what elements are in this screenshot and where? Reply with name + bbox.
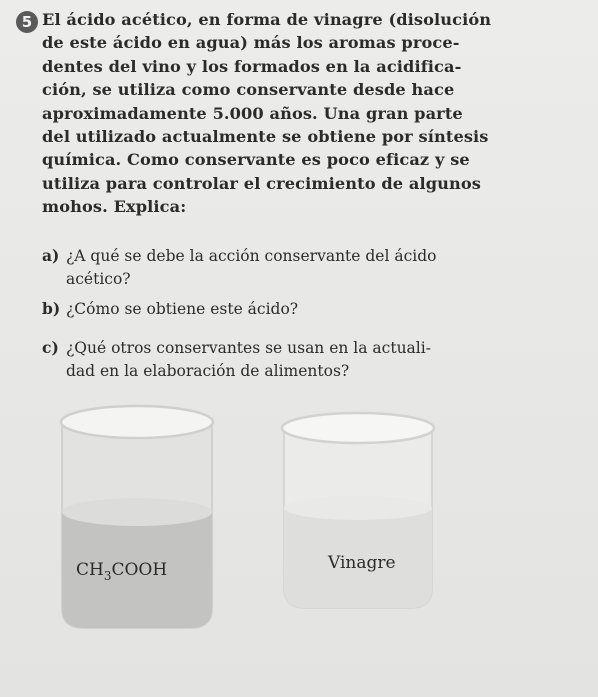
statement-line: ción, se utiliza como conservante desde hace xyxy=(42,80,455,100)
statement-line: El ácido acético, en forma de vinagre (disolución xyxy=(42,10,492,29)
question-text: ¿Cómo se obtiene este ácido? xyxy=(66,300,299,318)
statement-line: de este ácido en agua) más los aromas proce- xyxy=(42,33,460,53)
statement-line: mohos. Explica: xyxy=(42,197,187,217)
question-a xyxy=(42,245,574,290)
statement-line: utiliza para controlar el crecimiento de algunos xyxy=(42,173,481,193)
question-b xyxy=(42,298,574,321)
beaker-rim xyxy=(61,406,213,438)
statement-line: aproximadamente 5.000 años. Una gran parte xyxy=(42,103,463,123)
question-letter: b) xyxy=(42,299,61,318)
exercise-statement xyxy=(42,8,574,219)
question-text-continued: dad en la elaboración de alimentos? xyxy=(66,361,350,380)
question-text: ¿A qué se debe la acción conservante del ácido xyxy=(66,247,437,265)
beaker-rim xyxy=(282,413,434,443)
exercise-number-badge: 5 xyxy=(16,11,38,33)
beaker-label-formula xyxy=(76,560,167,583)
formula-part: CH xyxy=(76,560,104,580)
question-letter: a) xyxy=(42,246,60,265)
formula-part: COOH xyxy=(111,560,168,580)
beaker-acetic-acid xyxy=(61,406,213,628)
statement-line: dentes del vino y los formados en la acidifica- xyxy=(42,56,462,76)
beaker-label-vinegar: Vinagre xyxy=(328,553,396,573)
formula-subscript: 3 xyxy=(103,569,112,583)
question-text-continued: acético? xyxy=(66,269,131,288)
question-text: ¿Qué otros conservantes se usan en la actuali- xyxy=(66,339,431,357)
question-c xyxy=(42,337,574,382)
beaker-vinegar xyxy=(282,413,434,608)
beakers-illustration xyxy=(0,390,598,697)
question-letter: c) xyxy=(42,338,59,357)
statement-line: del utilizado actualmente se obtiene por síntesis xyxy=(42,127,489,147)
statement-line: química. Como conservante es poco eficaz y se xyxy=(42,150,470,170)
